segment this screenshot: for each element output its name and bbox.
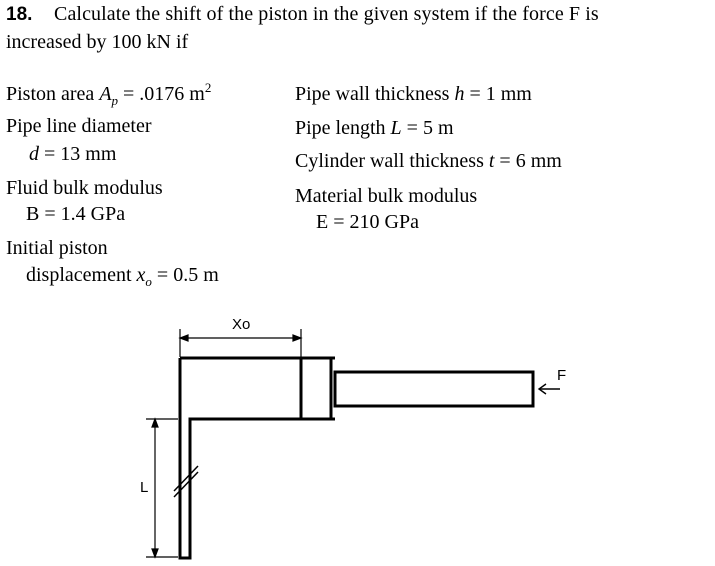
piston-rod bbox=[335, 372, 533, 406]
param-material-bulk-value: E = 210 GPa bbox=[316, 211, 419, 233]
param-initial-piston-label: Initial piston bbox=[6, 237, 108, 259]
force-label: F bbox=[557, 367, 567, 384]
param-displacement: displacement $x_o = 0.5$ m bbox=[26, 264, 219, 289]
cylinder-outline bbox=[180, 358, 335, 558]
question-text-line1: Calculate the shift of the piston in the given system if the force F is bbox=[54, 3, 599, 25]
param-fluid-bulk-value: B = 1.4 GPa bbox=[26, 203, 126, 225]
param-pipe-length: Pipe length L = 5 m bbox=[295, 117, 454, 139]
x0-label: Xo bbox=[232, 316, 251, 333]
param-material-bulk-label: Material bulk modulus bbox=[295, 185, 478, 207]
param-pipe-diameter-label: Pipe line diameter bbox=[6, 115, 152, 137]
force-arrow bbox=[539, 384, 560, 394]
pipe-break-mark bbox=[174, 466, 198, 497]
x0-dimension bbox=[180, 329, 301, 357]
param-pipe-diameter-value: d = 13 mm bbox=[29, 143, 117, 165]
question-text-line2: increased by 100 kN if bbox=[6, 31, 189, 53]
param-piston-area: Piston area $A_p = .0176$ $m^2$ bbox=[6, 80, 212, 108]
param-fluid-bulk-label: Fluid bulk modulus bbox=[6, 177, 163, 199]
length-label: L bbox=[140, 479, 149, 496]
param-cylinder-wall-thickness: Cylinder wall thickness t = 6 mm bbox=[295, 150, 562, 172]
length-dimension bbox=[146, 419, 178, 557]
piston bbox=[301, 358, 331, 419]
question-number: 18. bbox=[6, 4, 33, 25]
param-pipe-wall-thickness: Pipe wall thickness h = 1 mm bbox=[295, 83, 532, 105]
